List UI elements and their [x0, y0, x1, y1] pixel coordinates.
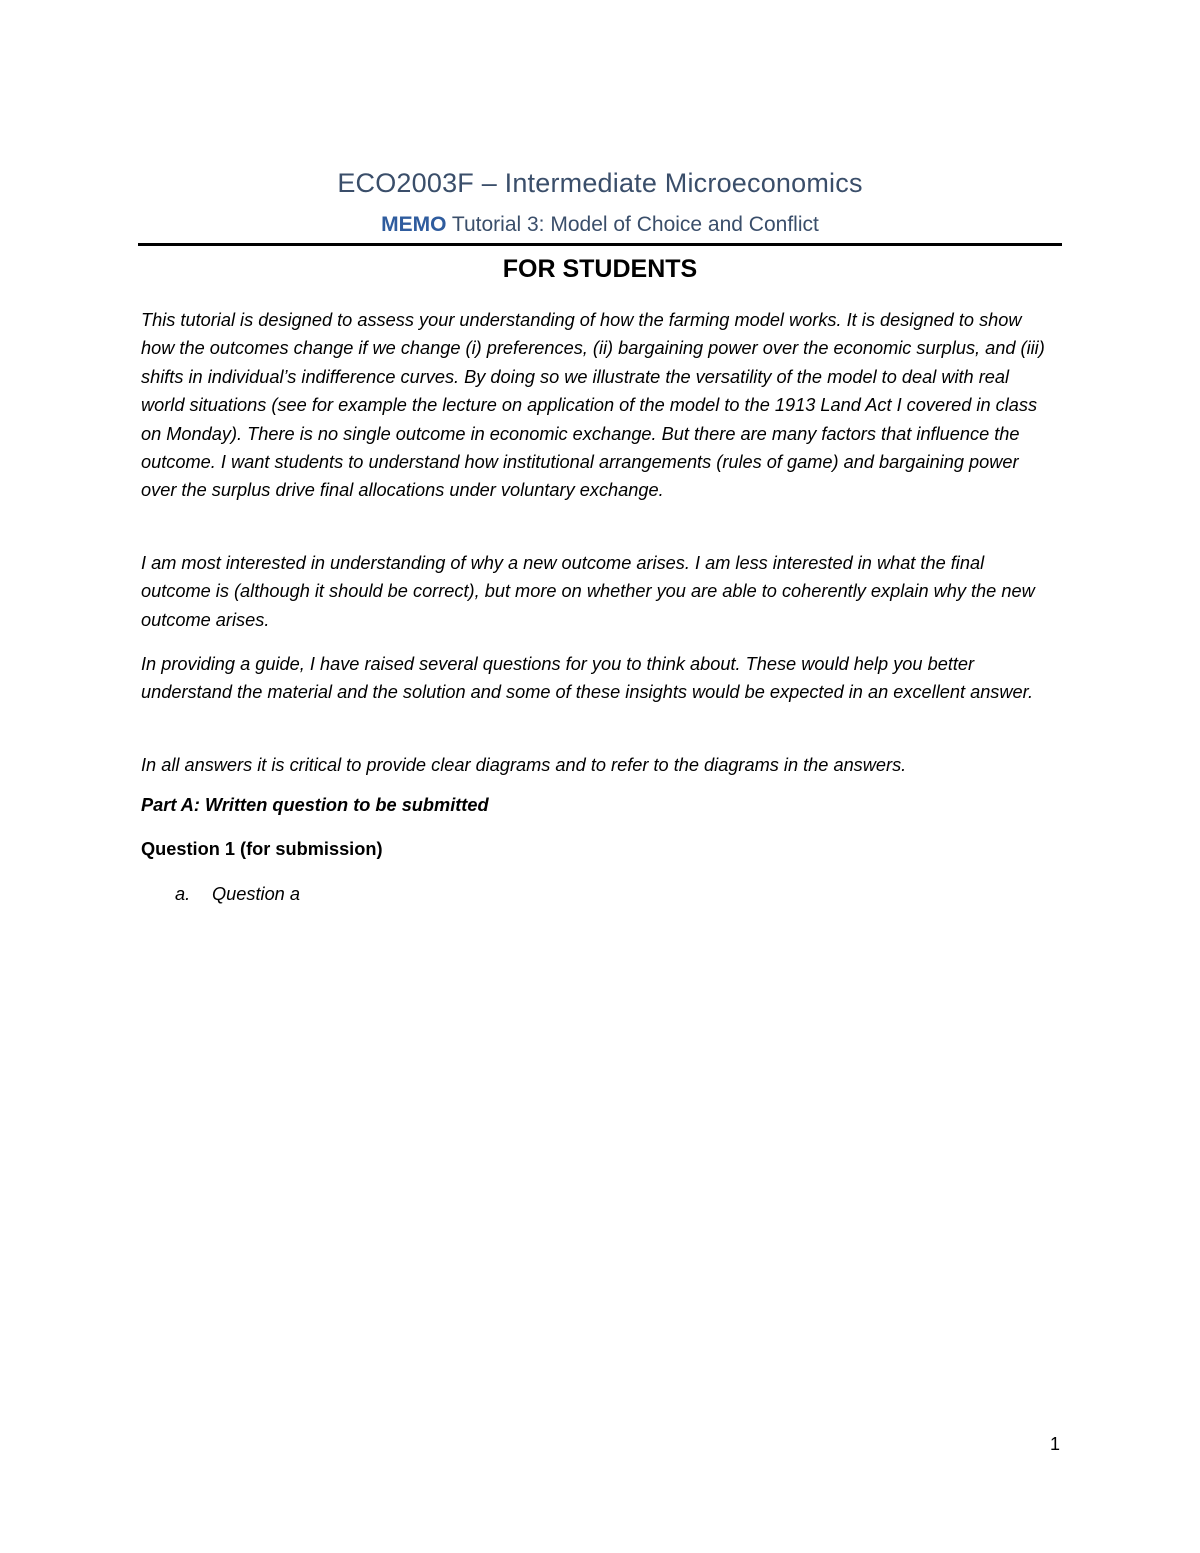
- list-item-text: Question a: [212, 884, 300, 904]
- diagrams-paragraph: In all answers it is critical to provide clear diagrams and to refer to the diagrams in the answers.: [141, 755, 907, 775]
- list-item: [175, 884, 300, 905]
- title-divider: [138, 243, 1062, 246]
- section-heading: FOR STUDENTS: [502, 255, 698, 283]
- list-marker: a.: [175, 884, 191, 904]
- guide-paragraph: In providing a guide, I have raised several questions for you to think about. These would help you better understand the material and the solution and some of these insights would be expected in an excellent answer.: [141, 654, 1034, 703]
- question-heading: Question 1 (for submission): [141, 839, 383, 859]
- subtitle-text: Tutorial 3: Model of Choice and Conflict: [446, 213, 819, 236]
- tutorial-subtitle: [0, 213, 1200, 237]
- memo-label: MEMO: [381, 213, 447, 236]
- course-title: ECO2003F – Intermediate Microeconomics: [337, 168, 863, 198]
- page-number: 1: [1049, 1434, 1060, 1454]
- intro-paragraph: This tutorial is designed to assess your understanding of how the farming model works. It is designed to show how the outcomes change if we change (i) preferences, (ii) bargaining power over the economic surplus, and (iii) shifts in individual’s indifference curves. By doing so we illustrate the versatility of the model to deal with real world situations (see for example the lecture on application of the model to the 1913 Land Act I covered in class on Monday). There is no single outcome in economic exchange. But there are many factors that influence the outcome. I want students to understand how institutional arrangements (rules of game) and bargaining power over the surplus drive final allocations under voluntary exchange.: [141, 310, 1045, 501]
- part-a-heading: Part A: Written question to be submitted: [141, 795, 489, 815]
- interest-paragraph: I am most interested in understanding of why a new outcome arises. I am less interested in what the final outcome is (although it should be correct), but more on whether you are able to coherently explain why the new outcome arises.: [141, 553, 1035, 630]
